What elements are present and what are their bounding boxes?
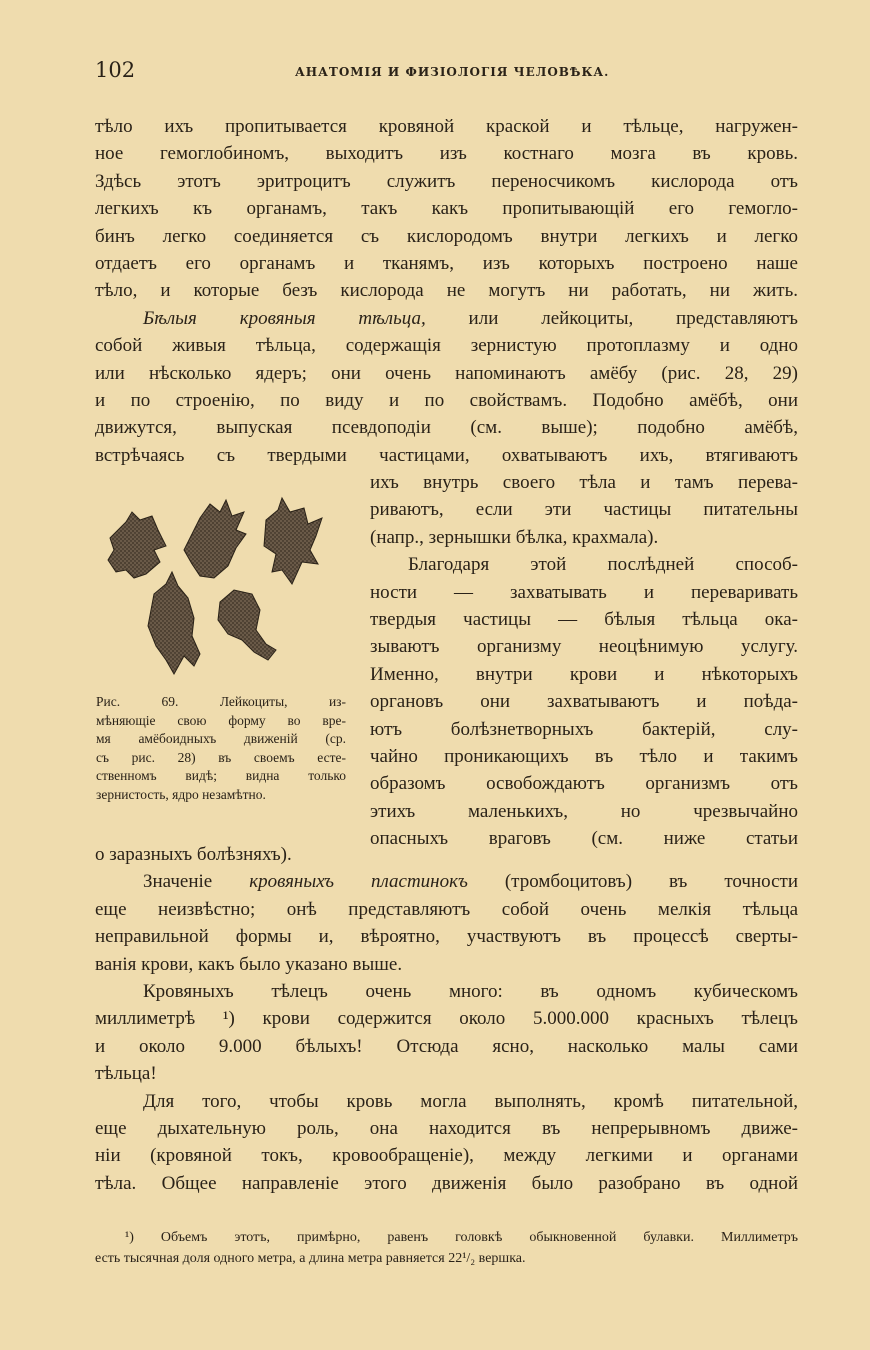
- text-line: собой живыя тѣльца, содержащія зернистую протоплазму и одно: [95, 335, 798, 357]
- text-line: отдаетъ его органамъ и тканямъ, изъ которыхъ построено наше: [95, 252, 798, 274]
- text-line: ютъ болѣзнетворныхъ бактерій, слу-: [370, 718, 798, 740]
- caption-line: мя амёбоидныхъ движеній (ср.: [96, 731, 346, 747]
- text-line: (напр., зернышки бѣлка, крахмала).: [370, 526, 659, 548]
- text-line: и около 9.000 бѣлыхъ! Отсюда ясно, насколько малы сами: [95, 1035, 798, 1057]
- text-fragment: или лейкоциты, представляютъ: [425, 307, 798, 329]
- text-line: Кровяныхъ тѣлецъ очень много: въ одномъ кубическомъ: [143, 980, 798, 1002]
- text-line: еще дыхательную роль, она находится въ непрерывномъ движе-: [95, 1117, 798, 1139]
- leukocyte-cell: [148, 572, 200, 674]
- caption-line: Рис. 69. Лейкоциты, из-: [96, 694, 346, 709]
- text-line: ванія крови, какъ было указано выше.: [95, 953, 403, 975]
- text-line: бинъ легко соединяется съ кислородомъ внутри легкихъ и легко: [95, 225, 798, 247]
- caption-line: мѣняющіе свою форму во вре-: [96, 712, 346, 728]
- page-header: [95, 58, 800, 88]
- leukocyte-cell: [264, 498, 322, 584]
- text-line: миллиметрѣ ¹) крови содержится около 5.000.000 красныхъ тѣлецъ: [95, 1008, 798, 1030]
- text-column-right: [370, 469, 798, 852]
- text-fragment: (тромбоцитовъ) въ точности: [467, 871, 798, 893]
- text-line: [95, 305, 798, 332]
- italic-term: Бѣлыя кровяныя тѣльца,: [143, 307, 426, 329]
- leukocyte-cell: [184, 500, 246, 578]
- text-line: неправильной формы и, вѣроятно, участвуютъ въ процессѣ сверты-: [95, 926, 798, 948]
- text-line: [95, 868, 798, 895]
- text-line: о заразныхъ болѣзняхъ).: [95, 844, 292, 865]
- text-line: твердыя частицы — бѣлыя тѣльца ока-: [370, 608, 798, 630]
- text-line: тѣла. Общее направленіе этого движенія было разобрано въ одной: [95, 1172, 798, 1194]
- figure-caption: [96, 693, 346, 805]
- text-line: этихъ маленькихъ, но чрезвычайно: [370, 800, 798, 822]
- text-line: риваютъ, если эти частицы питательны: [370, 499, 798, 521]
- italic-term: кровяныхъ пластинокъ: [249, 871, 468, 893]
- text-line: Благодаря этой послѣдней способ-: [408, 554, 798, 576]
- text-line: или нѣсколько ядеръ; они очень напоминаютъ амёбу (рис. 28, 29): [95, 362, 798, 384]
- text-line: еще неизвѣстно; онѣ представляютъ собой очень мелкія тѣльца: [95, 898, 798, 920]
- text-line: ное гемоглобиномъ, выходитъ изъ костнаго мозга въ кровь.: [95, 143, 798, 165]
- running-title: АНАТОМІЯ И ФИЗІОЛОГІЯ ЧЕЛОВѢКА.: [295, 65, 610, 79]
- footnote-line: ¹) Объемъ этотъ, примѣрно, равенъ головкѣ обыкновенной булавки. Миллиметръ: [125, 1230, 798, 1245]
- text-line: и по строенію, по виду и по свойствамъ. Подобно амёбѣ, они: [95, 389, 798, 411]
- text-line: встрѣчаясь съ твердыми частицами, охватываютъ ихъ, втягиваютъ: [95, 444, 798, 466]
- text-line: ніи (кровяной токъ, кровообращеніе), между легкими и органами: [95, 1145, 798, 1167]
- text-line: тѣло ихъ пропитывается кровяной краской и тѣльце, нагружен-: [95, 116, 798, 137]
- text-line: ности — захватывать и переваривать: [370, 581, 798, 603]
- leukocyte-cell: [218, 590, 276, 660]
- text-line: Здѣсь этотъ эритроцитъ служитъ переносчикомъ кислорода отъ: [95, 170, 798, 192]
- footnote: [95, 1227, 798, 1269]
- text-line: опасныхъ враговъ (см. ниже статьи: [370, 828, 798, 850]
- leukocyte-cell: [108, 512, 166, 578]
- leukocytes-illustration: [96, 490, 346, 685]
- text-line: ихъ внутрь своего тѣла и тамъ перева-: [370, 472, 798, 493]
- text-line: тѣло, и которые безъ кислорода не могутъ ни работать, ни жить.: [95, 280, 798, 302]
- text-line: движутся, выпуская псевдоподіи (см. выше); подобно амёбѣ,: [95, 417, 798, 439]
- page-number: 102: [95, 58, 136, 82]
- caption-line: зернистость, ядро незамѣтно.: [96, 786, 266, 802]
- text-fragment: Значеніе: [143, 871, 250, 893]
- text-line: зываютъ организму неоцѣнимую услугу.: [370, 636, 798, 658]
- text-line: легкихъ къ органамъ, такъ какъ пропитывающій его гемогло-: [95, 198, 798, 220]
- text-line: тѣльца!: [95, 1063, 157, 1085]
- text-line: органовъ они захватываютъ и поѣда-: [370, 691, 798, 713]
- text-line: Для того, чтобы кровь могла выполнять, кромѣ питательной,: [143, 1090, 798, 1112]
- text-block-bottom: [95, 841, 798, 1197]
- text-line: чайно проникающихъ въ тѣло и такимъ: [370, 745, 798, 767]
- caption-line: съ рис. 28) въ своемъ есте-: [96, 749, 346, 765]
- text-line: Именно, внутри крови и нѣкоторыхъ: [370, 663, 798, 685]
- figure-leukocytes: [96, 490, 346, 685]
- caption-line: ственномъ видѣ; видна только: [96, 768, 346, 784]
- footnote-line: есть тысячная доля одного метра, а длина метра равняется 22¹/₂ вершка.: [95, 1251, 526, 1266]
- text-line: образомъ освобождаютъ организмъ отъ: [370, 773, 798, 795]
- text-block-top: [95, 113, 798, 469]
